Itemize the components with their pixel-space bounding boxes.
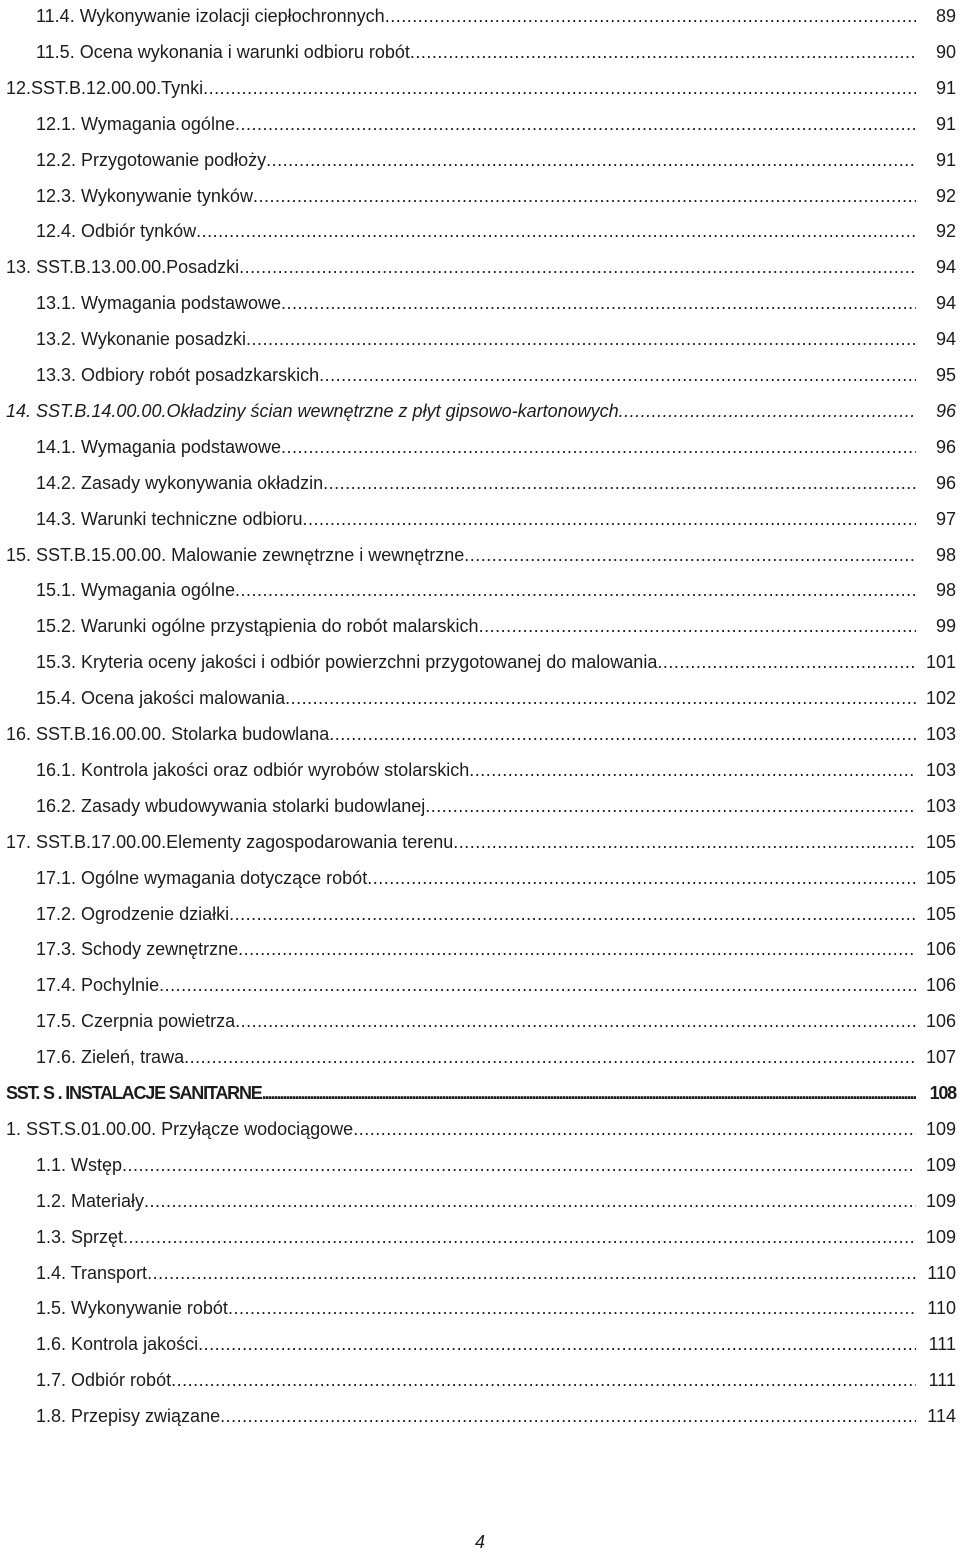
toc-entry[interactable] xyxy=(0,1364,960,1396)
toc-entry-page: 109 xyxy=(925,1154,956,1175)
toc-entry-label: 14. SST.B.14.00.00.Okładziny ścian wewnętrzne z płyt gipsowo-kartonowych ..... xyxy=(6,395,916,427)
toc-entry[interactable] xyxy=(0,1221,960,1253)
toc-entry[interactable] xyxy=(0,933,960,965)
toc-entry-page: 96 xyxy=(935,472,956,493)
toc-entry-page: 109 xyxy=(925,1226,956,1247)
toc-entry[interactable] xyxy=(0,1077,960,1109)
toc-entry[interactable] xyxy=(0,1149,960,1181)
toc-entry-label: 15.2. Warunki ogólne przystąpienia do robót malarskich ..... xyxy=(36,610,916,642)
toc-entry-label: 15. SST.B.15.00.00. Malowanie zewnętrzne i wewnętrzne ..... xyxy=(6,539,916,571)
toc-entry-page: 94 xyxy=(935,293,956,314)
toc-entry[interactable] xyxy=(0,969,960,1001)
toc-entry[interactable] xyxy=(0,574,960,606)
toc-entry-label: 15.4. Ocena jakości malowania ..... xyxy=(36,682,916,714)
toc-entry[interactable] xyxy=(0,108,960,140)
toc-entry[interactable] xyxy=(0,898,960,930)
toc-entry[interactable] xyxy=(0,36,960,68)
toc-entry-page: 106 xyxy=(925,939,956,960)
toc-entry-label: 1.6. Kontrola jakości ..... xyxy=(36,1328,916,1360)
toc-entry-page: 107 xyxy=(925,1047,956,1068)
toc-entry-label: 12.3. Wykonywanie tynków ..... xyxy=(36,180,916,212)
toc-entry-label: 11.4. Wykonywanie izolacji ciepłochronnych ..... xyxy=(36,0,916,32)
toc-entry-label: 17. SST.B.17.00.00.Elementy zagospodarowania terenu ..... xyxy=(6,826,916,858)
toc-entry-page: 89 xyxy=(935,6,956,26)
toc-entry-label: 1.7. Odbiór robót ..... xyxy=(36,1364,916,1396)
toc-entry[interactable] xyxy=(0,539,960,571)
toc-entry-label: 16. SST.B.16.00.00. Stolarka budowlana ..... xyxy=(6,718,916,750)
toc-entry-label: 12.1. Wymagania ogólne ..... xyxy=(36,108,916,140)
toc-entry-label: 16.1. Kontrola jakości oraz odbiór wyrobów stolarskich ..... xyxy=(36,754,916,786)
toc-entry-page: 102 xyxy=(925,688,956,709)
toc-entry-page: 110 xyxy=(927,1298,956,1319)
toc-entry[interactable] xyxy=(0,1292,960,1324)
toc-entry-page: 98 xyxy=(935,544,956,565)
toc-entry[interactable] xyxy=(0,251,960,283)
page-number: 4 xyxy=(474,1532,485,1552)
toc-entry-label: 17.2. Ogrodzenie działki ..... xyxy=(36,898,916,930)
toc-entry[interactable] xyxy=(0,287,960,319)
toc-entry-label: 13. SST.B.13.00.00.Posadzki ..... xyxy=(6,251,916,283)
toc-entry[interactable] xyxy=(0,144,960,176)
toc-entry-label: 17.3. Schody zewnętrzne ..... xyxy=(36,933,916,965)
toc-entry-label: 15.3. Kryteria oceny jakości i odbiór powierzchni przygotowanej do malowania ..... xyxy=(36,646,916,678)
toc-entry-page: 106 xyxy=(925,1011,956,1032)
toc-entry-label: 1. SST.S.01.00.00. Przyłącze wodociągowe ..... xyxy=(6,1113,916,1145)
toc-entry[interactable] xyxy=(0,72,960,104)
toc-entry-page: 105 xyxy=(925,831,956,852)
toc-entry[interactable] xyxy=(0,682,960,714)
toc-entry-page: 105 xyxy=(925,867,956,888)
toc-entry-label: 1.1. Wstęp ..... xyxy=(36,1149,916,1181)
toc-entry-label: 1.2. Materiały ..... xyxy=(36,1185,916,1217)
toc-entry[interactable] xyxy=(0,180,960,212)
toc-entry-page: 101 xyxy=(925,652,956,673)
toc-entry[interactable] xyxy=(0,1185,960,1217)
toc-entry-label: 16.2. Zasady wbudowywania stolarki budowlanej ..... xyxy=(36,790,916,822)
toc-entry-label: 13.2. Wykonanie posadzki ..... xyxy=(36,323,916,355)
toc-entry-label: 14.2. Zasady wykonywania okładzin ..... xyxy=(36,467,916,499)
toc-entry-label: 1.4. Transport ..... xyxy=(36,1257,916,1289)
toc-entry[interactable] xyxy=(0,359,960,391)
toc-entry[interactable] xyxy=(0,826,960,858)
toc-entry[interactable] xyxy=(0,395,960,427)
toc-entry-label: 17.6. Zieleń, trawa ..... xyxy=(36,1041,916,1073)
toc-entry-page: 106 xyxy=(925,975,956,996)
toc-entry-label: 17.5. Czerpnia powietrza ..... xyxy=(36,1005,916,1037)
toc-entry[interactable] xyxy=(0,754,960,786)
toc-entry-label: 14.1. Wymagania podstawowe ..... xyxy=(36,431,916,463)
toc-entry[interactable] xyxy=(0,646,960,678)
toc-entry-page: 91 xyxy=(935,149,956,170)
toc-entry-page: 105 xyxy=(925,903,956,924)
toc-entry[interactable] xyxy=(0,1328,960,1360)
toc-entry-label: 12.4. Odbiór tynków ..... xyxy=(36,215,916,247)
toc-entry-page: 111 xyxy=(928,1334,956,1355)
toc-entry-page: 94 xyxy=(935,257,956,278)
toc-entry-page: 103 xyxy=(925,759,956,780)
toc-entry-page: 92 xyxy=(935,185,956,206)
toc-entry-page: 109 xyxy=(925,1118,956,1139)
toc-entry[interactable] xyxy=(0,431,960,463)
toc-entry-page: 111 xyxy=(928,1370,956,1391)
toc-entry-page: 95 xyxy=(935,365,956,385)
toc-entry[interactable] xyxy=(0,1400,960,1432)
toc-entry-page: 98 xyxy=(935,580,956,601)
toc-entry-label: 14.3. Warunki techniczne odbioru ..... xyxy=(36,503,916,535)
toc-entry-page: 110 xyxy=(927,1262,956,1283)
toc-entry[interactable] xyxy=(0,215,960,247)
toc-entry-page: 90 xyxy=(935,41,956,62)
toc-entry-label: SST. S . INSTALACJE SANITARNE ..... xyxy=(6,1077,916,1109)
toc-entry[interactable] xyxy=(0,718,960,750)
toc-entry-page: 91 xyxy=(935,113,956,134)
toc-entry-page: 103 xyxy=(925,795,956,816)
toc-entry[interactable] xyxy=(0,503,960,535)
toc-entry-label: 1.8. Przepisy związane ..... xyxy=(36,1400,916,1432)
toc-entry-page: 103 xyxy=(925,724,956,744)
toc-entry-label: 17.1. Ogólne wymagania dotyczące robót ..... xyxy=(36,862,916,894)
toc-entry[interactable] xyxy=(0,790,960,822)
toc-entry-page: 114 xyxy=(927,1406,956,1427)
toc-entry-label: 12.SST.B.12.00.00.Tynki ..... xyxy=(6,72,916,104)
toc-entry-page: 108 xyxy=(929,1083,956,1103)
toc-entry-page: 99 xyxy=(935,616,956,637)
toc-entry-page: 92 xyxy=(935,221,956,242)
toc-entry[interactable] xyxy=(0,862,960,894)
toc-entry-page: 109 xyxy=(925,1190,956,1211)
toc-entry[interactable] xyxy=(0,1005,960,1037)
toc-entry-page: 96 xyxy=(935,436,956,457)
toc-entry-page: 94 xyxy=(935,329,956,350)
toc-entry-page: 91 xyxy=(935,77,956,98)
toc-entry[interactable] xyxy=(0,610,960,642)
toc-entry-label: 12.2. Przygotowanie podłoży ..... xyxy=(36,144,916,176)
toc-entry-label: 1.3. Sprzęt ..... xyxy=(36,1221,916,1253)
toc-entry-label: 1.5. Wykonywanie robót ..... xyxy=(36,1292,916,1324)
toc-entry[interactable] xyxy=(0,1041,960,1073)
toc-entry-label: 17.4. Pochylnie ..... xyxy=(36,969,916,1001)
toc-entry-label: 13.1. Wymagania podstawowe ..... xyxy=(36,287,916,319)
toc-entry[interactable] xyxy=(0,1257,960,1289)
toc-entry[interactable] xyxy=(0,323,960,355)
toc-entry-page: 97 xyxy=(935,508,956,529)
toc-entry-page: 96 xyxy=(935,400,956,421)
toc-entry-label: 15.1. Wymagania ogólne ..... xyxy=(36,574,916,606)
toc-entry[interactable] xyxy=(0,0,960,32)
toc-entry[interactable] xyxy=(0,467,960,499)
toc-entry[interactable] xyxy=(0,1113,960,1145)
toc-entry-label: 13.3. Odbiory robót posadzkarskich ..... xyxy=(36,359,916,391)
toc-entry-label: 11.5. Ocena wykonania i warunki odbioru robót ..... xyxy=(36,36,916,68)
